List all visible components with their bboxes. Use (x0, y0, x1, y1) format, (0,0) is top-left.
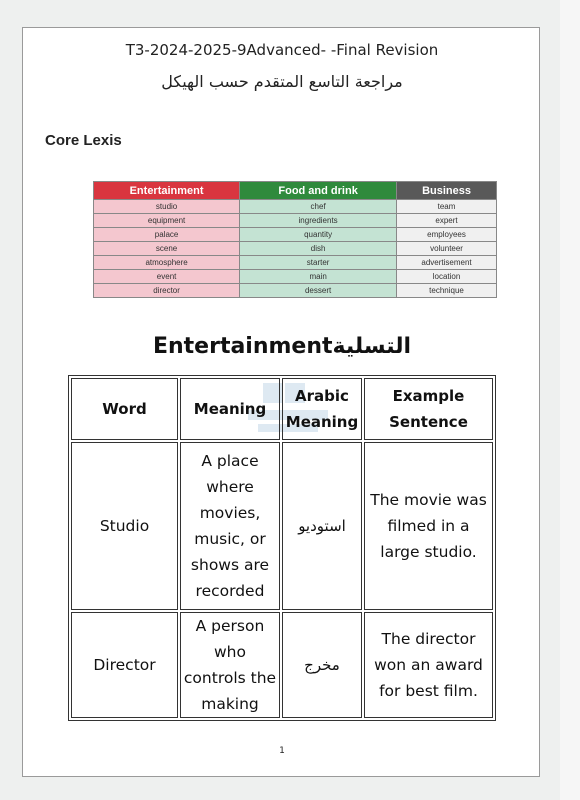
table-cell: technique (397, 284, 497, 298)
table-cell: dessert (240, 284, 397, 298)
table-cell: event (94, 270, 240, 284)
meaning-cell: A place where movies, music, or shows are recorded (180, 442, 280, 610)
document-page (22, 27, 540, 777)
table-row (94, 228, 497, 242)
document-subtitle-arabic: مراجعة التاسع المتقدم حسب الهيكل (161, 72, 403, 91)
table-row (71, 612, 493, 718)
section-heading (23, 334, 541, 359)
table-cell: starter (240, 256, 397, 270)
page-number: 1 (279, 746, 285, 756)
header-meaning: Meaning (180, 378, 280, 440)
header-example-sentence: Example Sentence (364, 378, 493, 440)
arabic-meaning-cell: مخرج (282, 612, 362, 718)
table-cell: employees (397, 228, 497, 242)
table-cell: main (240, 270, 397, 284)
table-row (94, 284, 497, 298)
core-lexis-table (93, 181, 497, 298)
table-cell: chef (240, 200, 397, 214)
table-cell: ingredients (240, 214, 397, 228)
table-row (94, 214, 497, 228)
core-lexis-heading: Core Lexis (45, 132, 122, 149)
table-cell: team (397, 200, 497, 214)
table-cell: advertisement (397, 256, 497, 270)
section-heading-ar: التسلية (332, 334, 412, 359)
table-cell: quantity (240, 228, 397, 242)
column-header-food-and-drink: Food and drink (240, 182, 397, 200)
section-heading-en: Entertainment (152, 334, 333, 359)
meaning-cell: A person who controls the making (180, 612, 280, 718)
table-cell: palace (94, 228, 240, 242)
vocabulary-table (68, 375, 496, 721)
column-header-business: Business (397, 182, 497, 200)
arabic-meaning-cell: استوديو (282, 442, 362, 610)
table-cell: director (94, 284, 240, 298)
table-cell: expert (397, 214, 497, 228)
background-edge (560, 0, 580, 800)
vocabulary-header-row (71, 378, 493, 440)
table-row (71, 442, 493, 610)
table-row (94, 270, 497, 284)
header-word: Word (71, 378, 178, 440)
table-cell: studio (94, 200, 240, 214)
example-sentence-cell: The director won an award for best film. (364, 612, 493, 718)
table-cell: equipment (94, 214, 240, 228)
table-row (94, 200, 497, 214)
table-row (94, 242, 497, 256)
table-row (94, 256, 497, 270)
core-lexis-header-row (94, 182, 497, 200)
word-cell: Studio (71, 442, 178, 610)
table-cell: dish (240, 242, 397, 256)
example-sentence-cell: The movie was filmed in a large studio. (364, 442, 493, 610)
word-cell: Director (71, 612, 178, 718)
document-title: T3-2024-2025-9Advanced- -Final Revision (125, 41, 439, 59)
table-cell: volunteer (397, 242, 497, 256)
table-cell: location (397, 270, 497, 284)
header-arabic-meaning: Arabic Meaning (282, 378, 362, 440)
table-cell: scene (94, 242, 240, 256)
column-header-entertainment: Entertainment (94, 182, 240, 200)
table-cell: atmosphere (94, 256, 240, 270)
